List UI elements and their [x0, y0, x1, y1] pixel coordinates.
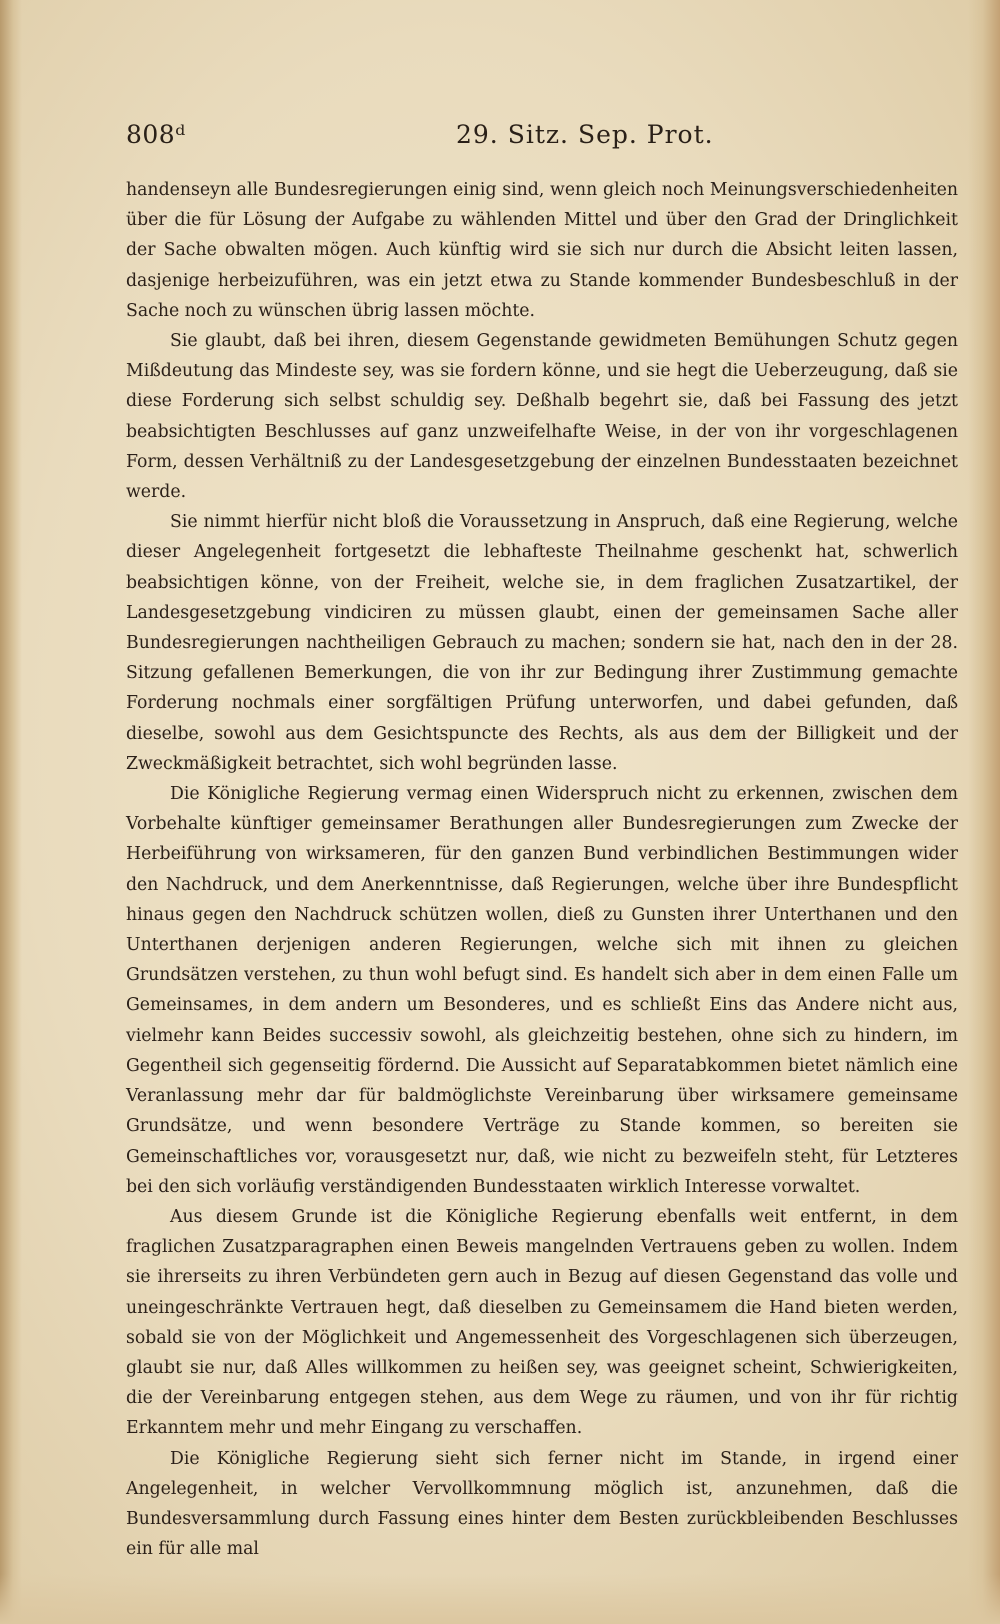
paragraph-1: handenseyn alle Bundesregierungen einig sind, wenn gleich noch Meinungsverschiedenheiten über die für Lösung der Aufgabe zu wählenden Mittel und über den Grad der Dringlichkeit der Sache obwalten mögen. Auch künftig wird sie sich nur durch die Absicht leiten lassen, dasjenige herbeizuführen, was ein jetzt etwa zu Stande kommender Bundesbeschluß in der Sache noch zu wünschen übrig lassen möchte.	[126, 180, 958, 321]
page-number: 808ᵈ	[126, 120, 186, 149]
paragraph-3: Sie nimmt hierfür nicht bloß die Voraussetzung in Anspruch, daß eine Regierung, welche dieser Angelegenheit fortgesetzt die lebhafteste Theilnahme geschenkt hat, schwerlich beabsichtigen könne, von der Freiheit, welche sie, in dem fraglichen Zusatzartikel, der Landesgesetzgebung vindiciren zu müssen glaubt, einen der gemeinsamen Sache aller Bundesregierungen nachtheiligen Gebrauch zu machen; sondern sie hat, nach den in der 28. Sitzung gefallenen Bemerkungen, die von ihr zur Bedingung ihrer Zustimmung gemachte Forderung nochmals einer sorgfältigen Prüfung unterworfen, und dabei gefunden, daß dieselbe, sowohl aus dem Gesichtspuncte des Rechts, als aus dem der Billigkeit und der Zweckmäßigkeit betrachtet, sich wohl begründen lasse.	[126, 512, 958, 774]
page-edge-shadow-right	[968, 0, 1000, 1624]
paragraph-2: Sie glaubt, daß bei ihren, diesem Gegenstande gewidmeten Bemühungen Schutz gegen Mißdeutung das Mindeste sey, was sie fordern könne, und sie hegt die Ueberzeugung, daß sie diese Forderung sich selbst schuldig sey. Deßhalb begehrt sie, daß bei Fassung des jetzt beabsichtigten Beschlusses auf ganz unzweifelhafte Weise, in der von ihr vorgeschlagenen Form, dessen Verhältniß zu der Landesgesetzgebung der einzelnen Bundesstaaten bezeichnet werde.	[126, 331, 958, 503]
paragraph-5: Aus diesem Grunde ist die Königliche Regierung ebenfalls weit entfernt, in dem fraglichen Zusatzparagraphen einen Beweis mangelnden Vertrauens geben zu wollen. Indem sie ihrerseits zu ihren Verbündeten gern auch in Bezug auf diesen Gegenstand das volle und uneingeschränkte Vertrauen hegt, daß dieselben zu Gemeinsamem die Hand bieten werden, sobald sie von der Möglichkeit und Angemessenheit des Vorgeschlagenen sich überzeugen, glaubt sie nur, daß Alles willkommen zu heißen sey, was geeignet scheint, Schwierigkeiten, die der Vereinbarung entgegen stehen, aus dem Wege zu räumen, und von ihr für richtig Erkanntem mehr und mehr Eingang zu verschaffen.	[126, 1206, 958, 1439]
paragraph-4: Die Königliche Regierung vermag einen Widerspruch nicht zu erkennen, zwischen dem Vorbehalte künftiger gemeinsamer Berathungen aller Bundesregierungen zum Zwecke der Herbeiführung von wirksameren, für den ganzen Bund verbindlichen Bestimmungen wider den Nachdruck, und dem Anerkenntnisse, daß Regierungen, welche über ihre Bundespflicht hinaus gegen den Nachdruck schützen wollen, dieß zu Gunsten ihrer Unterthanen und den Unterthanen derjenigen anderen Regierungen, welche sich mit ihnen zu gleichen Grundsätzen verstehen, zu thun wohl befugt sind. Es handelt sich aber in dem einen Falle um Gemeinsames, in dem andern um Besonderes, und es schließt Eins das Andere nicht aus, vielmehr kann Beides successiv sowohl, als gleichzeitig bestehen, ohne sich zu hindern, im Gegentheil sich gegenseitig fördernd. Die Aussicht auf Separatabkommen bietet nämlich eine Veranlassung mehr dar für baldmöglichste Vereinbarung über wirksamere gemeinsame Grundsätze, und wenn besondere Verträge zu Stande kommen, so bereiten sie Gemeinschaftliches vor, vorausgesetzt nur, daß, wie nicht zu bezweifeln steht, für Letzteres bei den sich vorläufig verständigenden Bundesstaaten wirklich Interesse vorwaltet.	[126, 784, 958, 1197]
paragraph-6: Die Königliche Regierung sieht sich ferner nicht im Stande, in irgend einer Angelegenheit, in welcher Vervollkommnung möglich ist, anzunehmen, daß die Bundesversammlung durch Fassung eines hinter dem Besten zurückbleibenden Beschlusses ein für alle mal	[126, 1448, 958, 1560]
page-edge-shadow-left	[0, 0, 22, 1624]
running-head: 29. Sitz. Sep. Prot.	[456, 120, 714, 149]
body-text	[126, 175, 958, 1564]
page-edge-shadow-bottom	[0, 1574, 1000, 1624]
page-header	[126, 120, 946, 160]
